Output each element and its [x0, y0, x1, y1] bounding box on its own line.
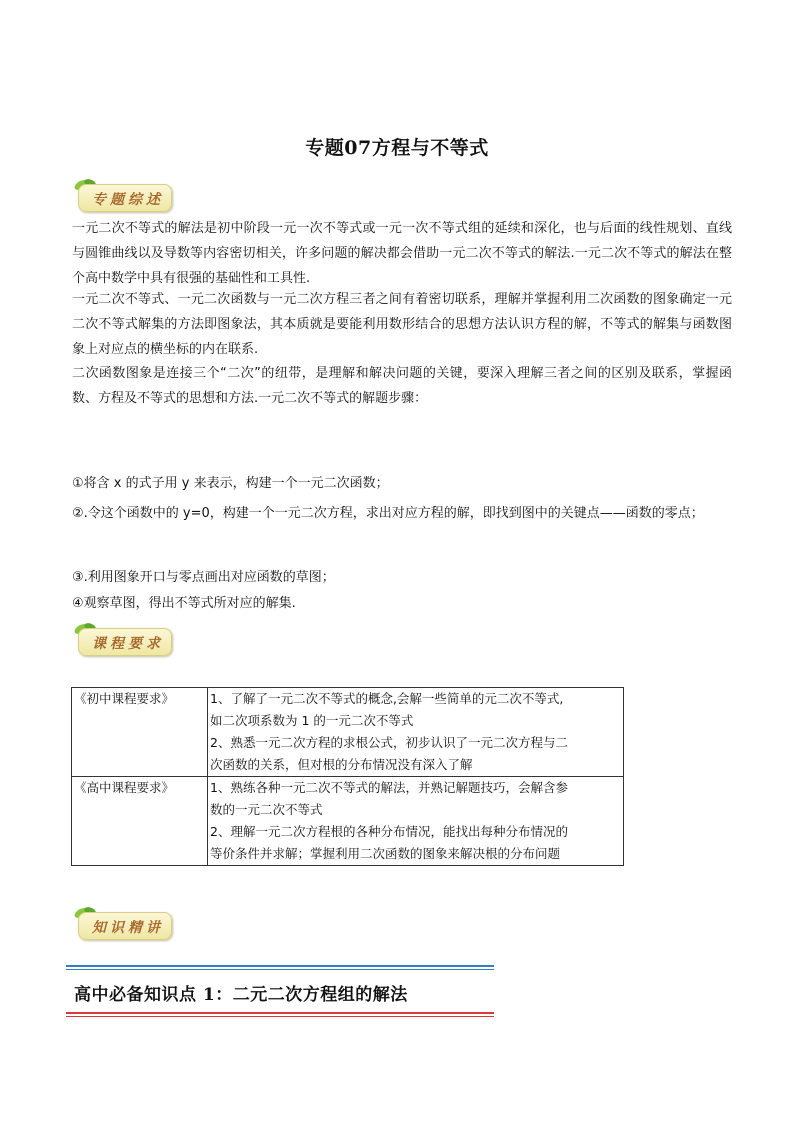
table-row-head: 《高中课程要求》 [72, 777, 208, 866]
table-row [72, 688, 624, 777]
table-line: 如二次项系数为 1 的一元二次不等式 [210, 713, 414, 728]
divider-top [66, 965, 494, 967]
step-2: ②.令这个函数中的 y=0，构建一个一元二次方程，求出对应方程的解，即找到图中的关键点——函数的零点； [72, 506, 704, 521]
requirements-table [71, 687, 624, 866]
overview-paragraph-2: 一元二次不等式、一元二次函数与一元二次方程三者之间有着密切联系，理解并掌握利用二次函数的图象确定一元二次不等式解集的方法即图象法，其本质就是要能利用数形结合的思想方法认识方程的解，不等式的解集与函数图象上对应点的横坐标的内在联系. [72, 292, 732, 357]
table-row-content [208, 777, 624, 866]
badge-label: 专题综述 [92, 192, 164, 208]
section-heading: 高中必备知识点 1：二元二次方程组的解法 [74, 985, 408, 1005]
divider-top-thin [66, 969, 494, 970]
table-line: 2、熟悉一元二次方程的求根公式，初步认识了一元二次方程与二 [210, 735, 568, 750]
step-3: ③.利用图象开口与零点画出对应函数的草图； [72, 570, 335, 585]
page-title: 专题07方程与不等式 [305, 137, 489, 159]
table-line: 次函数的关系，但对根的分布情况没有深入了解 [210, 757, 473, 772]
table-row [72, 777, 624, 866]
badge-label: 课程要求 [92, 636, 164, 652]
overview-paragraph-3: 二次函数图象是连接三个“二次”的纽带，是理解和解决问题的关键，要深入理解三者之间的区别及联系，掌握函数、方程及不等式的思想和方法.一元二次不等式的解题步骤： [72, 366, 732, 406]
badge-label: 知识精讲 [92, 920, 164, 936]
badge-overview [72, 176, 174, 214]
step-4: ④观察草图，得出不等式所对应的解集. [72, 596, 296, 611]
divider-bottom [66, 1012, 494, 1014]
table-row-content [208, 688, 624, 777]
table-row-head: 《初中课程要求》 [72, 688, 208, 777]
badge-knowledge [72, 904, 174, 942]
step-1: ①将含 x 的式子用 y 来表示，构建一个一元二次函数； [72, 476, 389, 491]
table-line: 1、了解了一元二次不等式的概念,会解一些简单的元二次不等式, [210, 691, 564, 706]
table-line: 数的一元二次不等式 [210, 802, 323, 817]
divider-bottom-thin [66, 1016, 494, 1017]
table-line: 1、熟练各种一元二次不等式的解法，并熟记解题技巧，会解含参 [210, 780, 568, 795]
table-line: 等价条件并求解；掌握利用二次函数的图象来解决根的分布问题 [210, 846, 561, 861]
badge-requirements [72, 620, 174, 658]
table-line: 2、理解一元二次方程根的各种分布情况，能找出每种分布情况的 [210, 824, 568, 839]
overview-paragraph-1: 一元二次不等式的解法是初中阶段一元一次不等式或一元一次不等式组的延续和深化，也与后面的线性规划、直线与圆锥曲线以及导数等内容密切相关，许多问题的解决都会借助一元二次不等式的解法.一元二次不等式的解法在整个高中数学中具有很强的基础性和工具性. [72, 221, 732, 286]
